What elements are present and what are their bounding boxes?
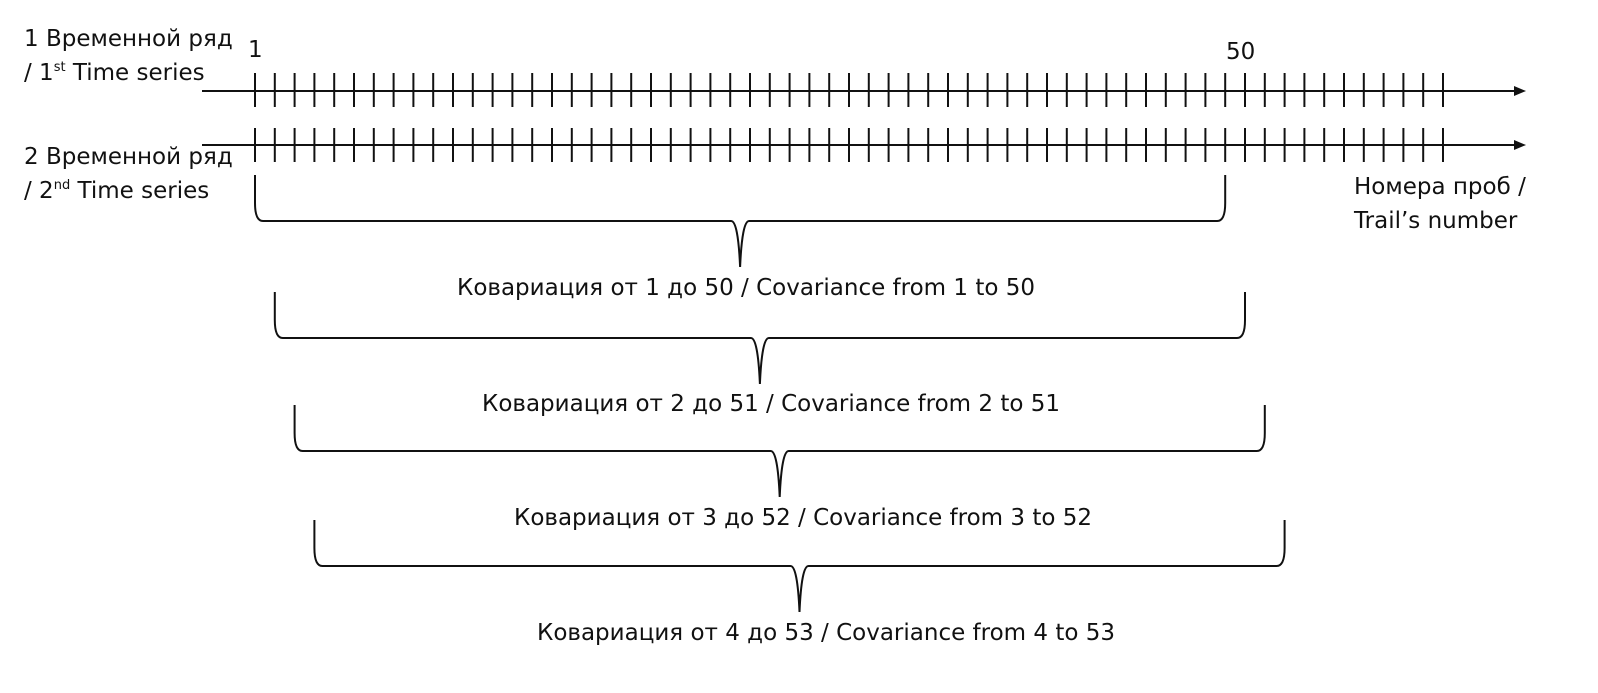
series-1-axis-arrowhead (1514, 86, 1526, 96)
tick-label-fifty: 50 (1226, 39, 1256, 65)
axis-title-line2: Trail’s number (1354, 208, 1518, 234)
covariance-brace (255, 175, 1225, 267)
series-1-label (24, 22, 233, 90)
series-2-label (24, 140, 233, 208)
series-2-label-ordinal: nd (53, 178, 71, 193)
series-1-label-line2 (24, 56, 233, 90)
series-1-label-prefix: / 1 (24, 60, 54, 86)
series-1-label-line1: 1 Временной ряд (24, 26, 233, 52)
series-1-label-suffix: Time series (65, 60, 205, 86)
series-1-ticks (255, 73, 1443, 107)
series-2-ticks (255, 128, 1443, 162)
covariance-label: Ковариация от 1 до 50 / Covariance from 1 to 50 (457, 275, 1035, 301)
series-2-axis-arrowhead (1514, 140, 1526, 150)
series-1-label-ordinal: st (53, 60, 66, 75)
axis-title-line1: Номера проб / (1354, 174, 1526, 200)
series-2-label-line2 (24, 174, 233, 208)
covariance-brace (314, 520, 1284, 612)
series-2-label-prefix: / 2 (24, 178, 54, 204)
covariance-label: Ковариация от 3 до 52 / Covariance from 3 to 52 (514, 505, 1092, 531)
axis-title (1354, 170, 1526, 238)
covariance-label: Ковариация от 4 до 53 / Covariance from 4 to 53 (537, 620, 1115, 646)
series-2-label-suffix: Time series (70, 178, 210, 204)
covariance-brace (275, 292, 1245, 384)
tick-label-first: 1 (248, 37, 263, 63)
series-2-label-line1: 2 Временной ряд (24, 144, 233, 170)
covariance-label: Ковариация от 2 до 51 / Covariance from 2 to 51 (482, 391, 1060, 417)
